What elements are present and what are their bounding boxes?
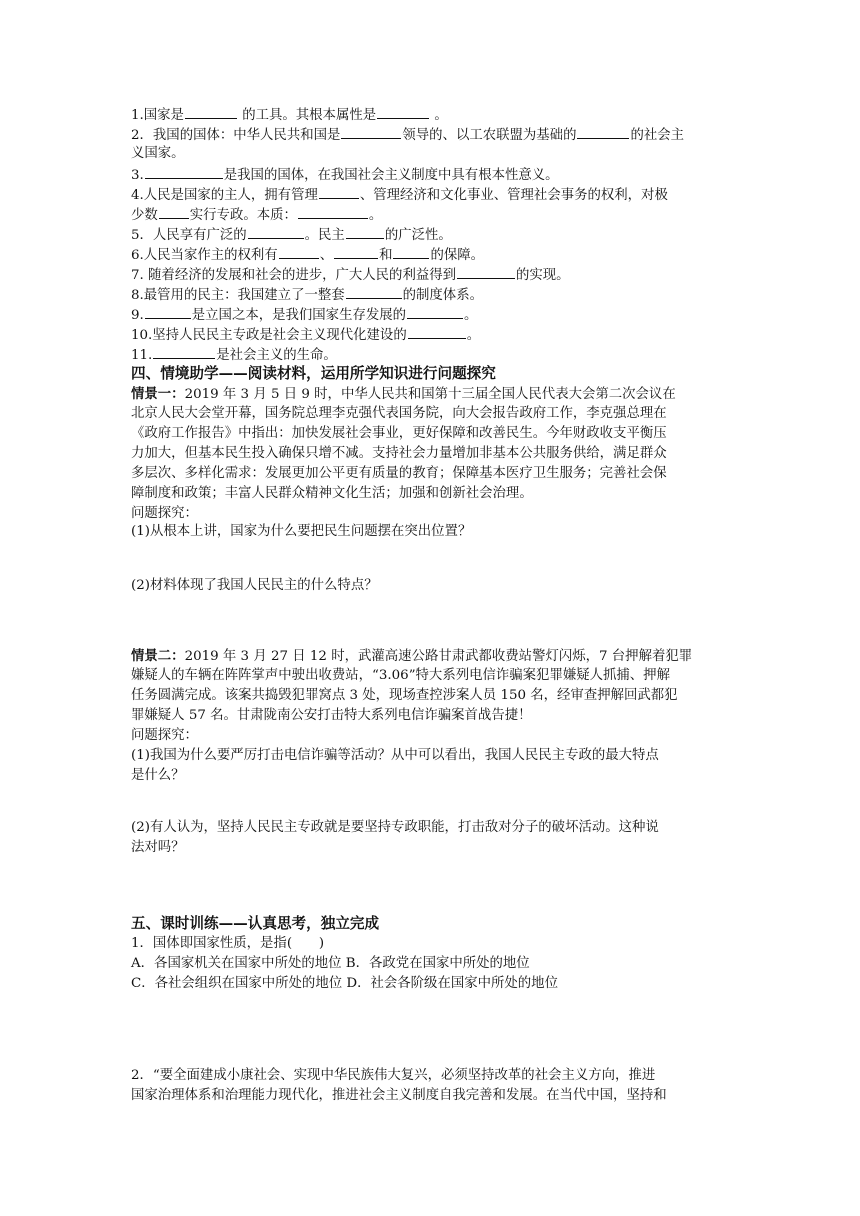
question-1: (1)从根本上讲，国家为什么要把民生问题摆在突出位置？ [131, 524, 472, 539]
fill-line-3: 3. 是我国的国体，在我国社会主义制度中具有根本性意义。 [131, 164, 559, 186]
fill-line-2: 2．我国的国体：中华人民共和国是 领导的、以工农联盟为基础的 的社会主 [131, 124, 684, 146]
section-5-title: 五、课时训练——认真思考，独立完成 [131, 915, 380, 932]
answer-blank[interactable] [408, 324, 466, 339]
fill-line-2b: 义国家。 [131, 146, 185, 161]
question-3-cont: 是什么？ [131, 768, 185, 783]
answer-blank[interactable] [577, 124, 629, 139]
exercise-2-line-1: 2．“要全面建成小康社会、实现中华民族伟大复兴，必须坚持改革的社会主义方向，推进 [131, 1068, 656, 1083]
question-4: (2)有人认为，坚持人民民主专政就是要坚持专政职能，打击敌对分子的破坏活动。这种说 [131, 820, 659, 835]
answer-blank[interactable] [159, 204, 189, 219]
fill-line-7: 7. 随着经济的发展和社会的进步，广大人民的利益得到 的实现。 [131, 264, 570, 286]
scenario-1-line: 力加大，但基本民生投入确保只增不减。支持社会力量增加非基本公共服务供给，满足群众 [131, 446, 667, 461]
question-2: (2)材料体现了我国人民民主的什么特点？ [131, 578, 378, 593]
fill-line-10: 10.坚持人民民主专政是社会主义现代化建设的 。 [131, 324, 480, 346]
scenario-1-line: 《政府工作报告》中指出：加快发展社会事业，更好保障和改善民生。今年财政收支平衡压 [131, 426, 667, 441]
answer-blank[interactable] [393, 244, 429, 259]
answer-blank[interactable] [377, 104, 429, 119]
scenario-1-line: 障制度和政策；丰富人民群众精神文化生活；加强和创新社会治理。 [131, 486, 533, 501]
answer-blank[interactable] [319, 184, 359, 199]
exercise-1-options-cd: C．各社会组织在国家中所处的地位 D．社会各阶级在国家中所处的地位 [131, 976, 558, 991]
answer-blank[interactable] [341, 124, 401, 139]
fill-line-8: 8.最管用的民主：我国建立了一整套 的制度体系。 [131, 284, 483, 306]
answer-blank[interactable] [185, 104, 237, 119]
question-3: (1)我国为什么要严厉打击电信诈骗等活动？从中可以看出，我国人民民主专政的最大特点 [131, 748, 659, 763]
answer-blank[interactable] [298, 204, 368, 219]
fill-line-4: 4.人民是国家的主人，拥有管理 、管理经济和文化事业、管理社会事务的权利，对极 [131, 184, 668, 206]
scenario-2-line: 任务圆满完成。该案共捣毁犯罪窝点 3 处，现场查控涉案人员 150 名，经审查押解回武都犯 [131, 688, 678, 703]
answer-blank[interactable] [145, 164, 223, 179]
scenario-2-line: 罪嫌疑人 57 名。甘肃陇南公安打击特大系列电信诈骗案首战告捷！ [131, 708, 532, 723]
exercise-2-line-2: 国家治理体系和治理能力现代化，推进社会主义制度自我完善和发展。在当代中国，坚持和 [131, 1088, 667, 1103]
fill-line-1: 1.国家是 的工具。其根本属性是 。 [131, 104, 448, 126]
scenario-2-line: 嫌疑人的车辆在阵阵掌声中驶出收费站，“3.06”特大系列电信诈骗案犯罪嫌疑人抓捕、押解 [131, 668, 670, 683]
answer-blank[interactable] [279, 244, 319, 259]
exercise-1-options-ab: A．各国家机关在国家中所处的地位 B．各政党在国家中所处的地位 [131, 956, 530, 971]
answer-blank[interactable] [153, 344, 215, 359]
answer-blank[interactable] [346, 284, 402, 299]
question-label: 问题探究： [131, 728, 198, 743]
fill-line-6: 6.人民当家作主的权利有 、 和 的保障。 [131, 244, 484, 266]
answer-blank[interactable] [457, 264, 515, 279]
fill-line-4b: 少数 实行专政。本质： 。 [131, 204, 382, 226]
scenario-2-line-1: 情景二：2019 年 3 月 27 日 12 时，武灌高速公路甘肃武都收费站警灯闪烁，7 台押解着犯罪 [131, 648, 693, 664]
fill-line-5: 5．人民享有广泛的 。民主 的广泛性。 [131, 224, 452, 246]
section-4-title: 四、情境助学——阅读材料，运用所学知识进行问题探究 [131, 365, 496, 382]
scenario-2-label: 情景二： [131, 648, 185, 664]
answer-blank[interactable] [145, 304, 191, 319]
fill-line-11: 11. 是社会主义的生命。 [131, 344, 337, 366]
answer-blank[interactable] [334, 244, 378, 259]
exercise-1-stem: 1．国体即国家性质，是指( ) [131, 936, 325, 951]
answer-blank[interactable] [346, 224, 384, 239]
scenario-1-line: 多层次、多样化需求：发展更加公平更有质量的教育；保障基本医疗卫生服务；完善社会保 [131, 466, 667, 481]
question-4-cont: 法对吗？ [131, 840, 185, 855]
fill-line-9: 9. 是立国之本，是我们国家生存发展的 。 [131, 304, 477, 326]
answer-blank[interactable] [407, 304, 463, 319]
scenario-1-label: 情景一： [131, 386, 185, 402]
scenario-1-line-1: 情景一：2019 年 3 月 5 日 9 时，中华人民共和国第十三届全国人民代表大会第二次会议在 [131, 386, 676, 402]
answer-blank[interactable] [248, 224, 304, 239]
scenario-1-line: 北京人民大会堂开幕，国务院总理李克强代表国务院，向大会报告政府工作，李克强总理在 [131, 406, 667, 421]
question-label: 问题探究： [131, 506, 198, 521]
